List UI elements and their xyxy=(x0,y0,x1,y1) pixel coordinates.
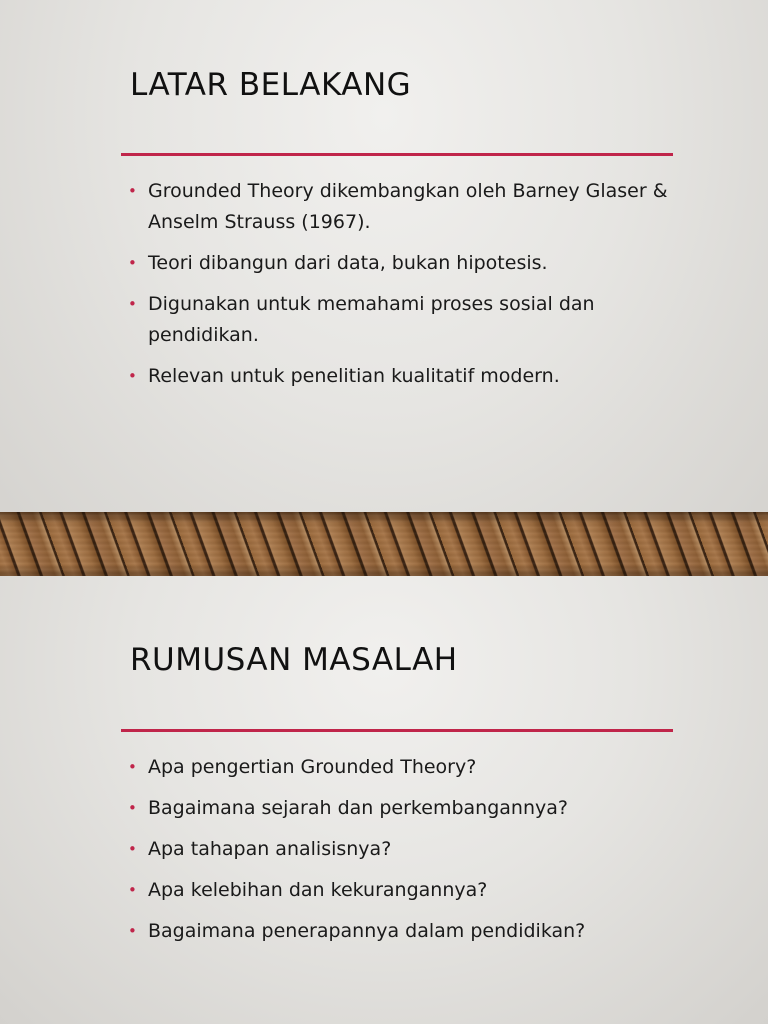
bullet-text: Teori dibangun dari data, bukan hipotesis. xyxy=(148,252,548,274)
bullet-text: Apa kelebihan dan kekurangannya? xyxy=(148,879,488,901)
bullet-text: Digunakan untuk memahami proses sosial dan pendidikan. xyxy=(148,293,595,346)
bullet-icon: • xyxy=(128,922,137,940)
bullet-icon: • xyxy=(128,182,137,200)
bullet-item xyxy=(128,248,668,279)
bullet-text: Bagaimana penerapannya dalam pendidikan? xyxy=(148,920,586,942)
bullet-text: Apa tahapan analisisnya? xyxy=(148,838,392,860)
bullet-item xyxy=(128,834,668,865)
bullet-icon: • xyxy=(128,367,137,385)
bullet-list xyxy=(128,752,668,957)
bullet-item xyxy=(128,176,668,238)
bullet-icon: • xyxy=(128,254,137,272)
bullet-item xyxy=(128,793,668,824)
bullet-item xyxy=(128,752,668,783)
bullet-item xyxy=(128,289,668,351)
bullet-list xyxy=(128,176,668,402)
title-divider xyxy=(121,153,673,156)
slide-title: LATAR BELAKANG xyxy=(130,67,412,103)
title-divider xyxy=(121,729,673,732)
bullet-text: Relevan untuk penelitian kualitatif modern. xyxy=(148,365,560,387)
bullet-item xyxy=(128,361,668,392)
bullet-icon: • xyxy=(128,840,137,858)
bullet-icon: • xyxy=(128,881,137,899)
bullet-item xyxy=(128,875,668,906)
slide-rumusan-masalah xyxy=(0,576,768,1024)
bullet-icon: • xyxy=(128,799,137,817)
bullet-text: Bagaimana sejarah dan perkembangannya? xyxy=(148,797,568,819)
bullet-icon: • xyxy=(128,295,137,313)
bullet-item xyxy=(128,916,668,947)
slide-title: RUMUSAN MASALAH xyxy=(130,642,458,678)
bullet-text: Grounded Theory dikembangkan oleh Barney Glaser & Anselm Strauss (1967). xyxy=(148,180,668,233)
bullet-text: Apa pengertian Grounded Theory? xyxy=(148,756,477,778)
bullet-icon: • xyxy=(128,758,137,776)
wood-floor-decoration xyxy=(0,512,768,576)
